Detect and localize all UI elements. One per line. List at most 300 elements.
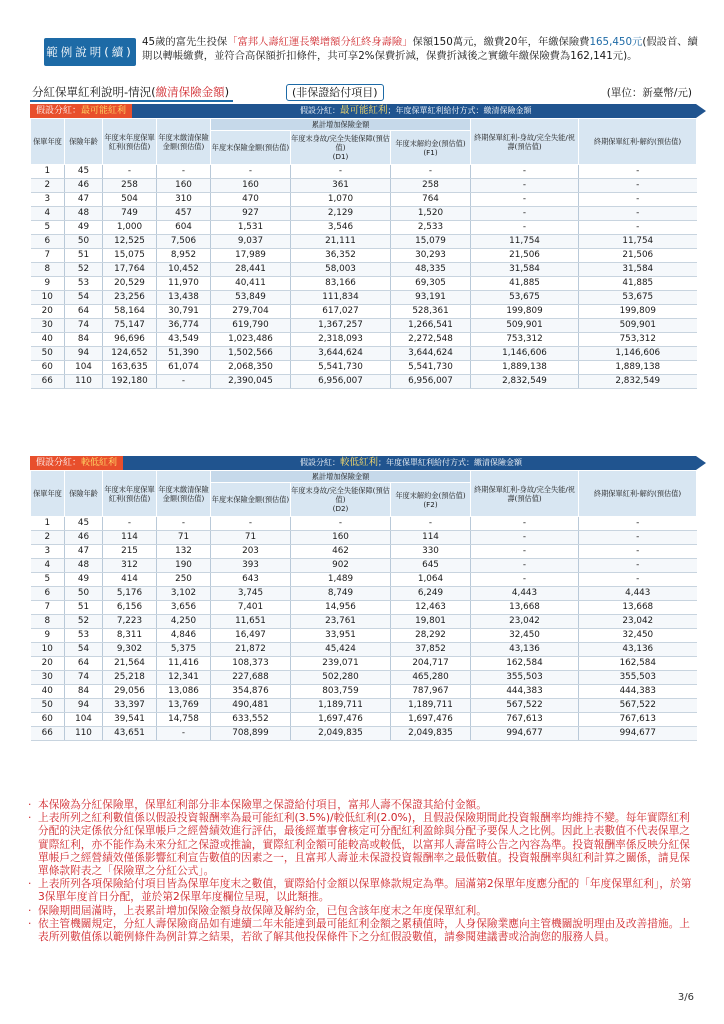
table-cell: 49: [65, 573, 103, 587]
header-age: 保險年齡: [65, 471, 103, 517]
table-cell: 12,525: [103, 235, 157, 249]
header-row-1: [31, 119, 697, 131]
table-cell: 767,613: [471, 713, 579, 727]
table-cell: 1,266,541: [391, 319, 471, 333]
table-cell: 40,411: [211, 277, 291, 291]
note-item: [28, 798, 696, 811]
table-cell: -: [579, 517, 697, 531]
table-cell: 10: [31, 291, 65, 305]
table-cell: 9,302: [103, 643, 157, 657]
table-cell: 6: [31, 587, 65, 601]
table-cell: -: [157, 165, 211, 179]
table-cell: 9,037: [211, 235, 291, 249]
table-row: [31, 615, 697, 629]
table-cell: 71: [157, 531, 211, 545]
scenario-label-prefix: 假設分紅：: [36, 458, 82, 468]
table-row: [31, 305, 697, 319]
table-cell: 40: [31, 333, 65, 347]
note-text: 依主管機關規定，分紅人壽保險商品如有連續二年未能達到最可能紅利金額之累積值時，人身保險業應向主管機關說明理由及改善措施。上表所列數值係以範例條件為例計算之結果，若欲了解其他投保條件下之分紅假設數值，請參閱建議書或洽詢您的服務人員。: [38, 916, 690, 944]
table-cell: -: [579, 165, 697, 179]
table-cell: -: [579, 559, 697, 573]
table-cell: 41,885: [471, 277, 579, 291]
table-cell: 444,383: [471, 685, 579, 699]
table-cell: 64: [65, 305, 103, 319]
table-cell: -: [579, 179, 697, 193]
header-terminal-surrender: 終期保單紅利-解約(預估值): [579, 119, 697, 165]
header-row-1: [31, 471, 697, 483]
table-cell: 633,552: [211, 713, 291, 727]
table-cell: 994,677: [579, 727, 697, 741]
notes: [28, 798, 696, 943]
table-cell: 927: [211, 207, 291, 221]
table-cell: 45: [65, 517, 103, 531]
table-cell: 279,704: [211, 305, 291, 319]
table-row: [31, 333, 697, 347]
table-cell: 43,136: [471, 643, 579, 657]
table-cell: 504: [103, 193, 157, 207]
table-cell: 23,256: [103, 291, 157, 305]
table-row: [31, 713, 697, 727]
table-cell: -: [157, 727, 211, 741]
table-cell: 1,064: [391, 573, 471, 587]
header-annual-dividend: 年度末年度保單紅利(預估值): [103, 119, 157, 165]
table-cell: 47: [65, 193, 103, 207]
table-cell: 3: [31, 193, 65, 207]
table-cell: 74: [65, 671, 103, 685]
table-cell: 1,697,476: [391, 713, 471, 727]
table-cell: 163,635: [103, 361, 157, 375]
table-cell: 37,852: [391, 643, 471, 657]
intro-line1-a: 45歲的富先生投保: [142, 36, 228, 48]
table-cell: 84: [65, 685, 103, 699]
note-bullet: ·: [28, 903, 32, 917]
table-cell: 2,390,045: [211, 375, 291, 389]
table-cell: 6,956,007: [291, 375, 391, 389]
table-row: [31, 347, 697, 361]
table-cell: 767,613: [579, 713, 697, 727]
table-cell: 1,889,138: [471, 361, 579, 375]
table-cell: -: [579, 221, 697, 235]
scenario-label-prefix: 假設分紅：: [36, 106, 82, 116]
table-cell: 21,506: [579, 249, 697, 263]
table-cell: 444,383: [579, 685, 697, 699]
table-cell: 5: [31, 221, 65, 235]
table-cell: 31,584: [471, 263, 579, 277]
table-cell: 32,450: [579, 629, 697, 643]
header-death-benefit: 年度末身故/完全失能保障(預估值) (D2): [291, 483, 391, 517]
table-cell: 110: [65, 727, 103, 741]
table-cell: 17,989: [211, 249, 291, 263]
table-cell: 52: [65, 263, 103, 277]
header-terminal-death: 終期保單紅利-身故/完全失能/祝壽(預估值): [471, 471, 579, 517]
table-cell: -: [391, 165, 471, 179]
table-cell: -: [471, 573, 579, 587]
table-cell: 643: [211, 573, 291, 587]
table-cell: -: [471, 221, 579, 235]
table-cell: -: [103, 517, 157, 531]
table-row: [31, 657, 697, 671]
table-cell: 2,533: [391, 221, 471, 235]
table-cell: 199,809: [579, 305, 697, 319]
table-cell: -: [471, 517, 579, 531]
table-cell: 11,970: [157, 277, 211, 291]
scenario-label-name: 最可能紅利: [81, 106, 127, 116]
table-cell: 462: [291, 545, 391, 559]
table-cell: 528,361: [391, 305, 471, 319]
table-cell: 53,675: [471, 291, 579, 305]
table-cell: 21,564: [103, 657, 157, 671]
note-text: 上表所列之紅利數值係以假設投資報酬率為最可能紅利(3.5%)/較低紅利(2.0%)，且假設保險期間此投資報酬率均維持不變。每年實際紅利分配的決定係依分紅保單帳戶之經營績效進行評估，最後經董事會核定可分配紅利盈餘與分配予要保人之比例。因此上表數值不代表保單之實際紅利，亦不能作為未來分紅之保證或推論，實際紅利金額可能較高或較低，以富邦人壽當時公告之內容為準。投資報酬率係反映分紅保單帳戶之經營績效僅係影響紅利宣告數值的因素之一，且富邦人壽並未保證投資報酬率之最低數值。投資報酬率與紅利計算之關係，請見保單條款附表之「保險單之分紅公式」。: [38, 811, 690, 878]
table-cell: 465,280: [391, 671, 471, 685]
table-cell: 33,951: [291, 629, 391, 643]
table-cell: 3,745: [211, 587, 291, 601]
table-cell: 8: [31, 263, 65, 277]
table-cell: 192,180: [103, 375, 157, 389]
table-cell: 43,549: [157, 333, 211, 347]
table-cell: 160: [157, 179, 211, 193]
table-cell: 94: [65, 347, 103, 361]
table-header: [31, 471, 697, 517]
table-cell: 48: [65, 559, 103, 573]
scenario-bar: [30, 456, 696, 470]
table-cell: 50: [31, 699, 65, 713]
table-cell: 23,042: [579, 615, 697, 629]
table-cell: -: [579, 207, 697, 221]
header-terminal-death: 終期保單紅利-身故/完全失能/祝壽(預估值): [471, 119, 579, 165]
table-cell: 25,218: [103, 671, 157, 685]
table-cell: 1,697,476: [291, 713, 391, 727]
table-row: [31, 685, 697, 699]
table-cell: -: [579, 545, 697, 559]
header-sum-insured: 年度末保險金額(預估值): [211, 131, 291, 165]
table-cell: 3,644,624: [391, 347, 471, 361]
table-cell: 46: [65, 179, 103, 193]
table-cell: -: [471, 193, 579, 207]
table-cell: 84: [65, 333, 103, 347]
table-cell: 6,156: [103, 601, 157, 615]
table-cell: 30: [31, 671, 65, 685]
table-cell: 53: [65, 629, 103, 643]
table-cell: 3,644,624: [291, 347, 391, 361]
table-cell: 7,506: [157, 235, 211, 249]
table-cell: 51: [65, 601, 103, 615]
table-row: [31, 727, 697, 741]
table-cell: 708,899: [211, 727, 291, 741]
header-death-code: (D1): [332, 152, 349, 161]
table-cell: 29,056: [103, 685, 157, 699]
table-cell: 355,503: [471, 671, 579, 685]
table-row: [31, 319, 697, 333]
table-cell: 93,191: [391, 291, 471, 305]
table-cell: 1,889,138: [579, 361, 697, 375]
table-cell: 9: [31, 629, 65, 643]
table-cell: 40: [31, 685, 65, 699]
table-row: [31, 559, 697, 573]
table-cell: 96,696: [103, 333, 157, 347]
table-cell: 32,450: [471, 629, 579, 643]
table-cell: 617,027: [291, 305, 391, 319]
note-bullet: ·: [28, 798, 32, 811]
table-cell: 23,761: [291, 615, 391, 629]
table-row: [31, 629, 697, 643]
table-cell: -: [157, 375, 211, 389]
table-cell: 20,529: [103, 277, 157, 291]
table-cell: -: [471, 207, 579, 221]
table-cell: 160: [291, 531, 391, 545]
unit-label: (單位：新臺幣/元): [606, 87, 692, 99]
table-cell: -: [103, 165, 157, 179]
header-cash-code: (F2): [423, 499, 438, 509]
header-paidup-amount: 年度末繳清保險金額(預估值): [157, 471, 211, 517]
table-cell: 4: [31, 559, 65, 573]
table-cell: 20: [31, 305, 65, 319]
scenario-subtitle-rest: ；年度保單紅利給付方式：繳清保險金額: [378, 458, 523, 467]
table-cell: 61,074: [157, 361, 211, 375]
table-cell: -: [471, 179, 579, 193]
table-cell: 31,584: [579, 263, 697, 277]
note-item: [28, 917, 696, 943]
table-cell: 111,834: [291, 291, 391, 305]
table-cell: 51: [65, 249, 103, 263]
table-cell: 54: [65, 643, 103, 657]
header-age: 保險年齡: [65, 119, 103, 165]
table-cell: 354,876: [211, 685, 291, 699]
table-cell: -: [391, 517, 471, 531]
table-row: [31, 643, 697, 657]
table-cell: 83,166: [291, 277, 391, 291]
table-cell: 1,023,486: [211, 333, 291, 347]
table-cell: 162,584: [579, 657, 697, 671]
table-cell: 10,452: [157, 263, 211, 277]
table-cell: 567,522: [471, 699, 579, 713]
table-cell: 13,086: [157, 685, 211, 699]
table-cell: 15,079: [391, 235, 471, 249]
table-cell: 11,754: [579, 235, 697, 249]
table-cell: 5,375: [157, 643, 211, 657]
table-cell: 310: [157, 193, 211, 207]
note-text: 保險期間屆滿時，上表累計增加保險金額身故保障及解約金，已包含該年度末之年度保單紅利。: [38, 903, 487, 917]
table-cell: 47: [65, 545, 103, 559]
table-cell: 215: [103, 545, 157, 559]
table-cell: 2: [31, 531, 65, 545]
table-cell: 66: [31, 727, 65, 741]
table-cell: 457: [157, 207, 211, 221]
table-cell: 753,312: [471, 333, 579, 347]
table-row: [31, 207, 697, 221]
table-cell: 312: [103, 559, 157, 573]
table-cell: 787,967: [391, 685, 471, 699]
table-row: [31, 361, 697, 375]
table-cell: 13,668: [579, 601, 697, 615]
note-item: [28, 811, 696, 877]
table-cell: 53,675: [579, 291, 697, 305]
table-cell: -: [471, 165, 579, 179]
section-header: [30, 84, 696, 102]
table-cell: 41,885: [579, 277, 697, 291]
table-row: [31, 601, 697, 615]
table-most-likely-dividend: [30, 104, 696, 389]
table-cell: 258: [103, 179, 157, 193]
table-cell: 490,481: [211, 699, 291, 713]
table-cell: 204,717: [391, 657, 471, 671]
table-cell: 470: [211, 193, 291, 207]
table-cell: 48,335: [391, 263, 471, 277]
table-row: [31, 249, 697, 263]
table-cell: 53: [65, 277, 103, 291]
table-cell: 1,189,711: [291, 699, 391, 713]
table-cell: 160: [211, 179, 291, 193]
table-cell: 43,136: [579, 643, 697, 657]
table-cell: 132: [157, 545, 211, 559]
note-bullet: ·: [28, 916, 32, 930]
table-cell: 803,759: [291, 685, 391, 699]
table-cell: 199,809: [471, 305, 579, 319]
table-cell: 1,146,606: [579, 347, 697, 361]
table-row: [31, 531, 697, 545]
table-cell: 19,801: [391, 615, 471, 629]
table-cell: 414: [103, 573, 157, 587]
table-cell: -: [471, 545, 579, 559]
table-cell: -: [579, 573, 697, 587]
table-cell: 50: [31, 347, 65, 361]
table-cell: 10: [31, 643, 65, 657]
table-body: [31, 517, 697, 741]
table-row: [31, 277, 697, 291]
table-cell: 11,754: [471, 235, 579, 249]
table-row: [31, 179, 697, 193]
table-cell: 60: [31, 361, 65, 375]
intro-block: [44, 36, 696, 80]
table-cell: 30: [31, 319, 65, 333]
table-cell: 108,373: [211, 657, 291, 671]
table-cell: 54: [65, 291, 103, 305]
table-cell: 45,424: [291, 643, 391, 657]
table-cell: -: [579, 531, 697, 545]
table-cell: 1,189,711: [391, 699, 471, 713]
table-cell: 239,071: [291, 657, 391, 671]
table-cell: -: [291, 165, 391, 179]
table-cell: 51,390: [157, 347, 211, 361]
table-cell: 5,541,730: [291, 361, 391, 375]
scenario-subtitle-prefix: 假設分紅：: [300, 458, 340, 467]
section-title: 分紅保單紅利說明-情況(繳清保險金額): [30, 84, 233, 102]
table-cell: 502,280: [291, 671, 391, 685]
table-cell: 1: [31, 165, 65, 179]
table-cell: 361: [291, 179, 391, 193]
header-death-benefit: 年度末身故/完全失能保障(預估值) (D1): [291, 131, 391, 165]
table-cell: 20: [31, 657, 65, 671]
product-name: 「富邦人壽紅運長樂增額分紅終身壽險」: [227, 36, 413, 48]
scenario-subtitle-prefix: 假設分紅：: [300, 106, 340, 115]
table-cell: 1,070: [291, 193, 391, 207]
scenario-subtitle-name: 較低紅利: [340, 457, 379, 468]
table-row: [31, 235, 697, 249]
header-policy-year: 保單年度: [31, 471, 65, 517]
note-item: [28, 877, 696, 903]
table-cell: 28,292: [391, 629, 471, 643]
scenario-label: [30, 456, 123, 470]
table-cell: 30,791: [157, 305, 211, 319]
example-badge: 範例說明(續): [44, 38, 136, 66]
table-cell: 66: [31, 375, 65, 389]
scenario-bar: [30, 104, 696, 118]
header-cash-code: (F1): [423, 147, 438, 157]
table-cell: 5,176: [103, 587, 157, 601]
table-cell: 64: [65, 657, 103, 671]
table-cell: 393: [211, 559, 291, 573]
table-cell: 33,397: [103, 699, 157, 713]
table-cell: 4,443: [579, 587, 697, 601]
table-cell: -: [471, 531, 579, 545]
table-cell: 258: [391, 179, 471, 193]
table-cell: 567,522: [579, 699, 697, 713]
table-cell: 2,318,093: [291, 333, 391, 347]
table-cell: 509,901: [471, 319, 579, 333]
table-cell: 250: [157, 573, 211, 587]
table-cell: -: [157, 517, 211, 531]
table-cell: 1,146,606: [471, 347, 579, 361]
table-cell: 162,584: [471, 657, 579, 671]
table-cell: 6,249: [391, 587, 471, 601]
table-cell: 13,668: [471, 601, 579, 615]
table-cell: 71: [211, 531, 291, 545]
dividend-table: [30, 118, 697, 389]
table-cell: 43,651: [103, 727, 157, 741]
table-cell: 94: [65, 699, 103, 713]
table-header: [31, 119, 697, 165]
table-cell: 764: [391, 193, 471, 207]
table-cell: 509,901: [579, 319, 697, 333]
table-cell: 203: [211, 545, 291, 559]
table-cell: 227,688: [211, 671, 291, 685]
header-cash-value: 年度末解約金(預估值) (F2): [391, 483, 471, 517]
table-cell: 28,441: [211, 263, 291, 277]
note-item: [28, 904, 696, 917]
table-cell: 7: [31, 601, 65, 615]
non-guaranteed-tag: (非保證給付項目): [286, 84, 384, 101]
intro-line2: (假設首、續期以轉帳繳費，並符合高保額折扣條件，共可享2%保費折減，保費折減後之實繳年繳保險費為162,141元)。: [142, 36, 698, 62]
table-cell: 604: [157, 221, 211, 235]
table-cell: 753,312: [579, 333, 697, 347]
table-row: [31, 291, 697, 305]
table-cell: 14,758: [157, 713, 211, 727]
table-cell: 3,656: [157, 601, 211, 615]
table-cell: 50: [65, 587, 103, 601]
table-cell: 39,541: [103, 713, 157, 727]
table-row: [31, 263, 697, 277]
table-cell: 2,832,549: [579, 375, 697, 389]
table-cell: 69,305: [391, 277, 471, 291]
bar-arrow: [696, 456, 706, 470]
table-row: [31, 573, 697, 587]
table-cell: 17,764: [103, 263, 157, 277]
table-cell: 12,463: [391, 601, 471, 615]
table-cell: -: [471, 559, 579, 573]
premium-amount: 165,450元: [589, 36, 643, 48]
table-cell: 8: [31, 615, 65, 629]
header-policy-year: 保單年度: [31, 119, 65, 165]
table-cell: 110: [65, 375, 103, 389]
header-accumulated-group: 累計增加保險金額: [211, 119, 471, 131]
table-cell: 330: [391, 545, 471, 559]
table-cell: 9: [31, 277, 65, 291]
table-cell: 46: [65, 531, 103, 545]
table-cell: 13,438: [157, 291, 211, 305]
table-cell: 124,652: [103, 347, 157, 361]
table-cell: 1,502,566: [211, 347, 291, 361]
table-cell: -: [291, 517, 391, 531]
table-cell: 355,503: [579, 671, 697, 685]
